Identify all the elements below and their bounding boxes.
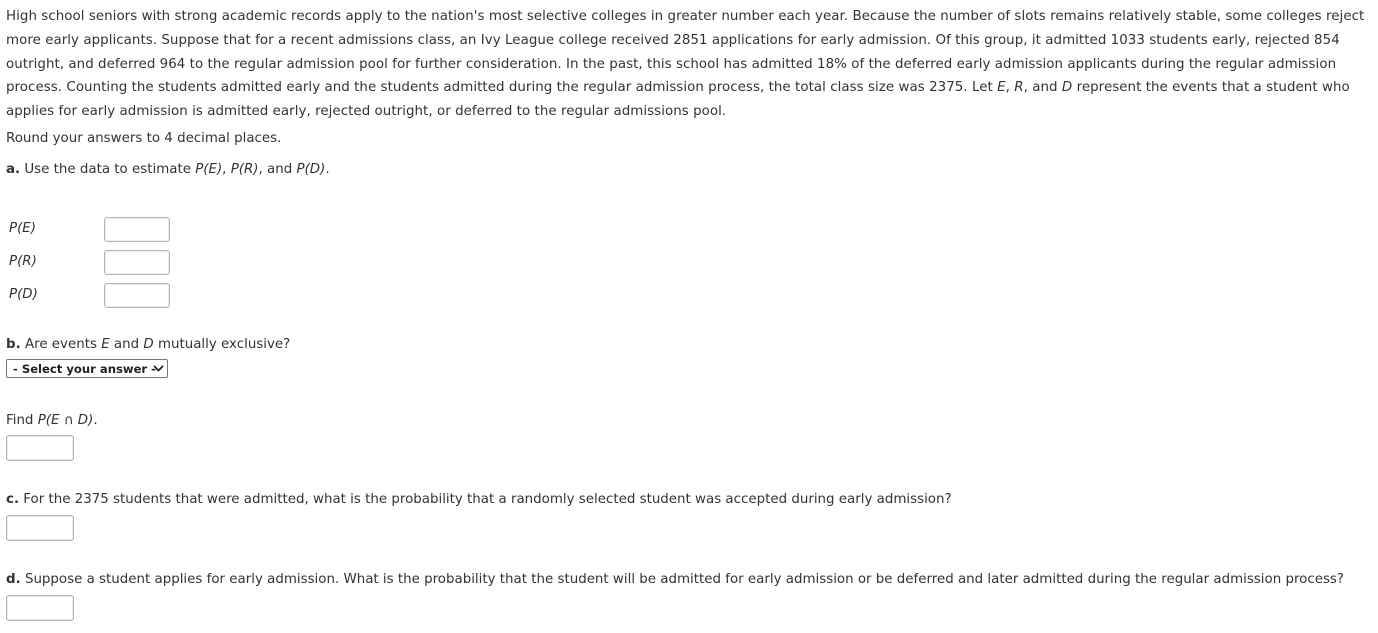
pr-expr: P(R) bbox=[230, 162, 259, 177]
part-b-text: and bbox=[109, 337, 144, 352]
event-e: E bbox=[101, 337, 110, 352]
select-value: - Select your answer - bbox=[13, 362, 156, 376]
part-d-letter: d. bbox=[6, 572, 21, 587]
part-d-prompt bbox=[6, 572, 1344, 587]
problem-text: High school seniors with strong academic records apply to the nation's most selective colleges in greater number each year. Because the number of slots remains relatively stable, some colleges reject more early applicants. Suppose that for a recent admissions class, an Ivy League college received 2851 applications for early admission. Of this group, it admitted 1033 students early, rejected 854 outright, and deferred 964 to the regular admission pool for further consideration. In the past, this school has admitted 18% of the deferred early admission applicants during the regular admission process. Counting the students admitted early and the students admitted during the regular admission process, the total class size was 2375. Let bbox=[6, 9, 1365, 96]
period: . bbox=[93, 413, 98, 428]
find-text: Find bbox=[6, 413, 38, 428]
question-page bbox=[6, 5, 1374, 587]
pd-expr: P(D) bbox=[296, 162, 326, 177]
pe-label: P(E) bbox=[9, 221, 36, 236]
part-b-text: mutually exclusive? bbox=[153, 337, 291, 352]
pd-label: P(D) bbox=[9, 287, 38, 302]
part-b-text: Are events bbox=[20, 337, 102, 352]
pe-input[interactable] bbox=[104, 217, 170, 242]
event-e: E bbox=[997, 80, 1006, 96]
pe-and-d-input[interactable] bbox=[6, 435, 74, 461]
period: . bbox=[325, 162, 330, 177]
problem-text-end: represent the events that a student who applies for early admission is admitted early, rejected outright, or deferred to the regular admissions pool. bbox=[6, 80, 1350, 120]
pr-input[interactable] bbox=[104, 250, 170, 275]
separator: , and bbox=[1023, 80, 1062, 96]
part-c-prompt bbox=[6, 492, 952, 507]
chevron-down-icon bbox=[153, 363, 164, 374]
mutually-exclusive-select[interactable] bbox=[6, 359, 168, 378]
pd-input[interactable] bbox=[104, 283, 170, 308]
find-prompt bbox=[6, 413, 98, 428]
part-d-text: Suppose a student applies for early admission. What is the probability that the student will be admitted for early admission or be deferred and later admitted during the regular admission process? bbox=[20, 572, 1345, 587]
event-d: D bbox=[143, 337, 154, 352]
part-a-letter: a. bbox=[6, 162, 21, 177]
pe-expr: P(E) bbox=[195, 162, 223, 177]
pe-and-d-expr: P(E ∩ D) bbox=[37, 413, 94, 428]
event-d: D bbox=[1061, 80, 1073, 96]
part-d-input[interactable] bbox=[6, 595, 74, 621]
part-c-letter: c. bbox=[6, 492, 20, 507]
part-b-letter: b. bbox=[6, 337, 21, 352]
part-a-text: Use the data to estimate bbox=[20, 162, 196, 177]
rounding-instruction: Round your answers to 4 decimal places. bbox=[6, 131, 282, 146]
problem-statement bbox=[6, 5, 1374, 124]
pr-label: P(R) bbox=[9, 254, 37, 269]
part-b-prompt bbox=[6, 337, 290, 352]
separator: , bbox=[222, 162, 231, 177]
separator: , and bbox=[258, 162, 297, 177]
separator: , bbox=[1005, 80, 1015, 96]
event-r: R bbox=[1014, 80, 1024, 96]
part-a-prompt bbox=[6, 162, 330, 177]
part-c-text: For the 2375 students that were admitted, what is the probability that a randomly selected student was accepted during early admission? bbox=[19, 492, 952, 507]
part-c-input[interactable] bbox=[6, 515, 74, 541]
